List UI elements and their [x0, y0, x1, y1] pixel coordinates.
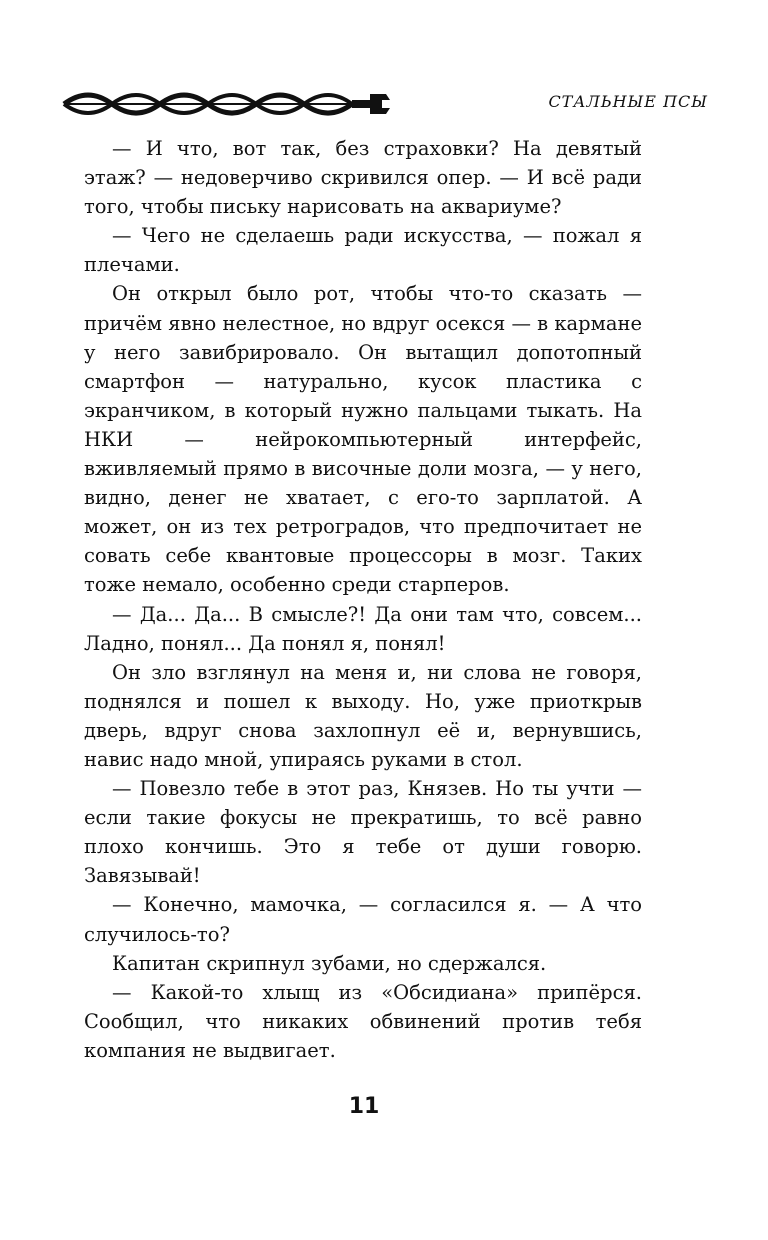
paragraph: — Повезло тебе в этот раз, Князев. Но ты учти — если такие фокусы не прекратишь, то всё равно плохо кончишь. Это я тебе от души говорю. Завязывай!	[84, 777, 642, 888]
paragraph: Он зло взглянул на меня и, ни слова не говоря, поднялся и пошел к выходу. Но, уже приоткрыв дверь, вдруг снова захлопнул её и, вернувшись, навис надо мной, упираясь руками в стол.	[84, 660, 642, 771]
paragraph: Он открыл было рот, чтобы что-то сказать — причём явно нелестное, но вдруг осекся — в кармане у него завибрировало. Он вытащил допотопный смартфон — натурально, кусок пластика с экранчиком, в который нужно пальцами тыкать. На НКИ — нейрокомпьютерный интерфейс, вживляемый прямо в височные доли мозга, — у него, видно, денег не хватает, с его-то зарплатой. А может, он из тех ретроградов, что предпочитает не совать себе квантовые процессоры в мозг. Таких тоже немало, особенно среди старперов.	[84, 282, 642, 597]
page-body	[84, 134, 642, 1065]
paragraph: — Конечно, мамочка, — согласился я. — А что случилось-то?	[84, 893, 642, 946]
paragraph: — Чего не сделаешь ради искусства, — пожал я плечами.	[84, 224, 642, 277]
paragraph: — И что, вот так, без страховки? На девятый этаж? — недоверчиво скривился опер. — И всё ради того, чтобы письку нарисовать на аквариуме?	[84, 137, 642, 219]
page-header	[60, 90, 708, 120]
rope-ornament-icon	[60, 90, 400, 120]
paragraph: Капитан скрипнул зубами, но сдержался.	[112, 951, 547, 975]
paragraph: — Да... Да... В смысле?! Да они там что, совсем... Ладно, понял... Да понял я, понял!	[84, 602, 642, 655]
running-title: СТАЛЬНЫЕ ПСЫ	[548, 92, 708, 111]
page-number: 11	[348, 1094, 380, 1119]
paragraph: — Какой-то хлыщ из «Обсидиана» припёрся. Сообщил, что никаких обвинений против тебя компания не выдвигает.	[84, 980, 642, 1062]
